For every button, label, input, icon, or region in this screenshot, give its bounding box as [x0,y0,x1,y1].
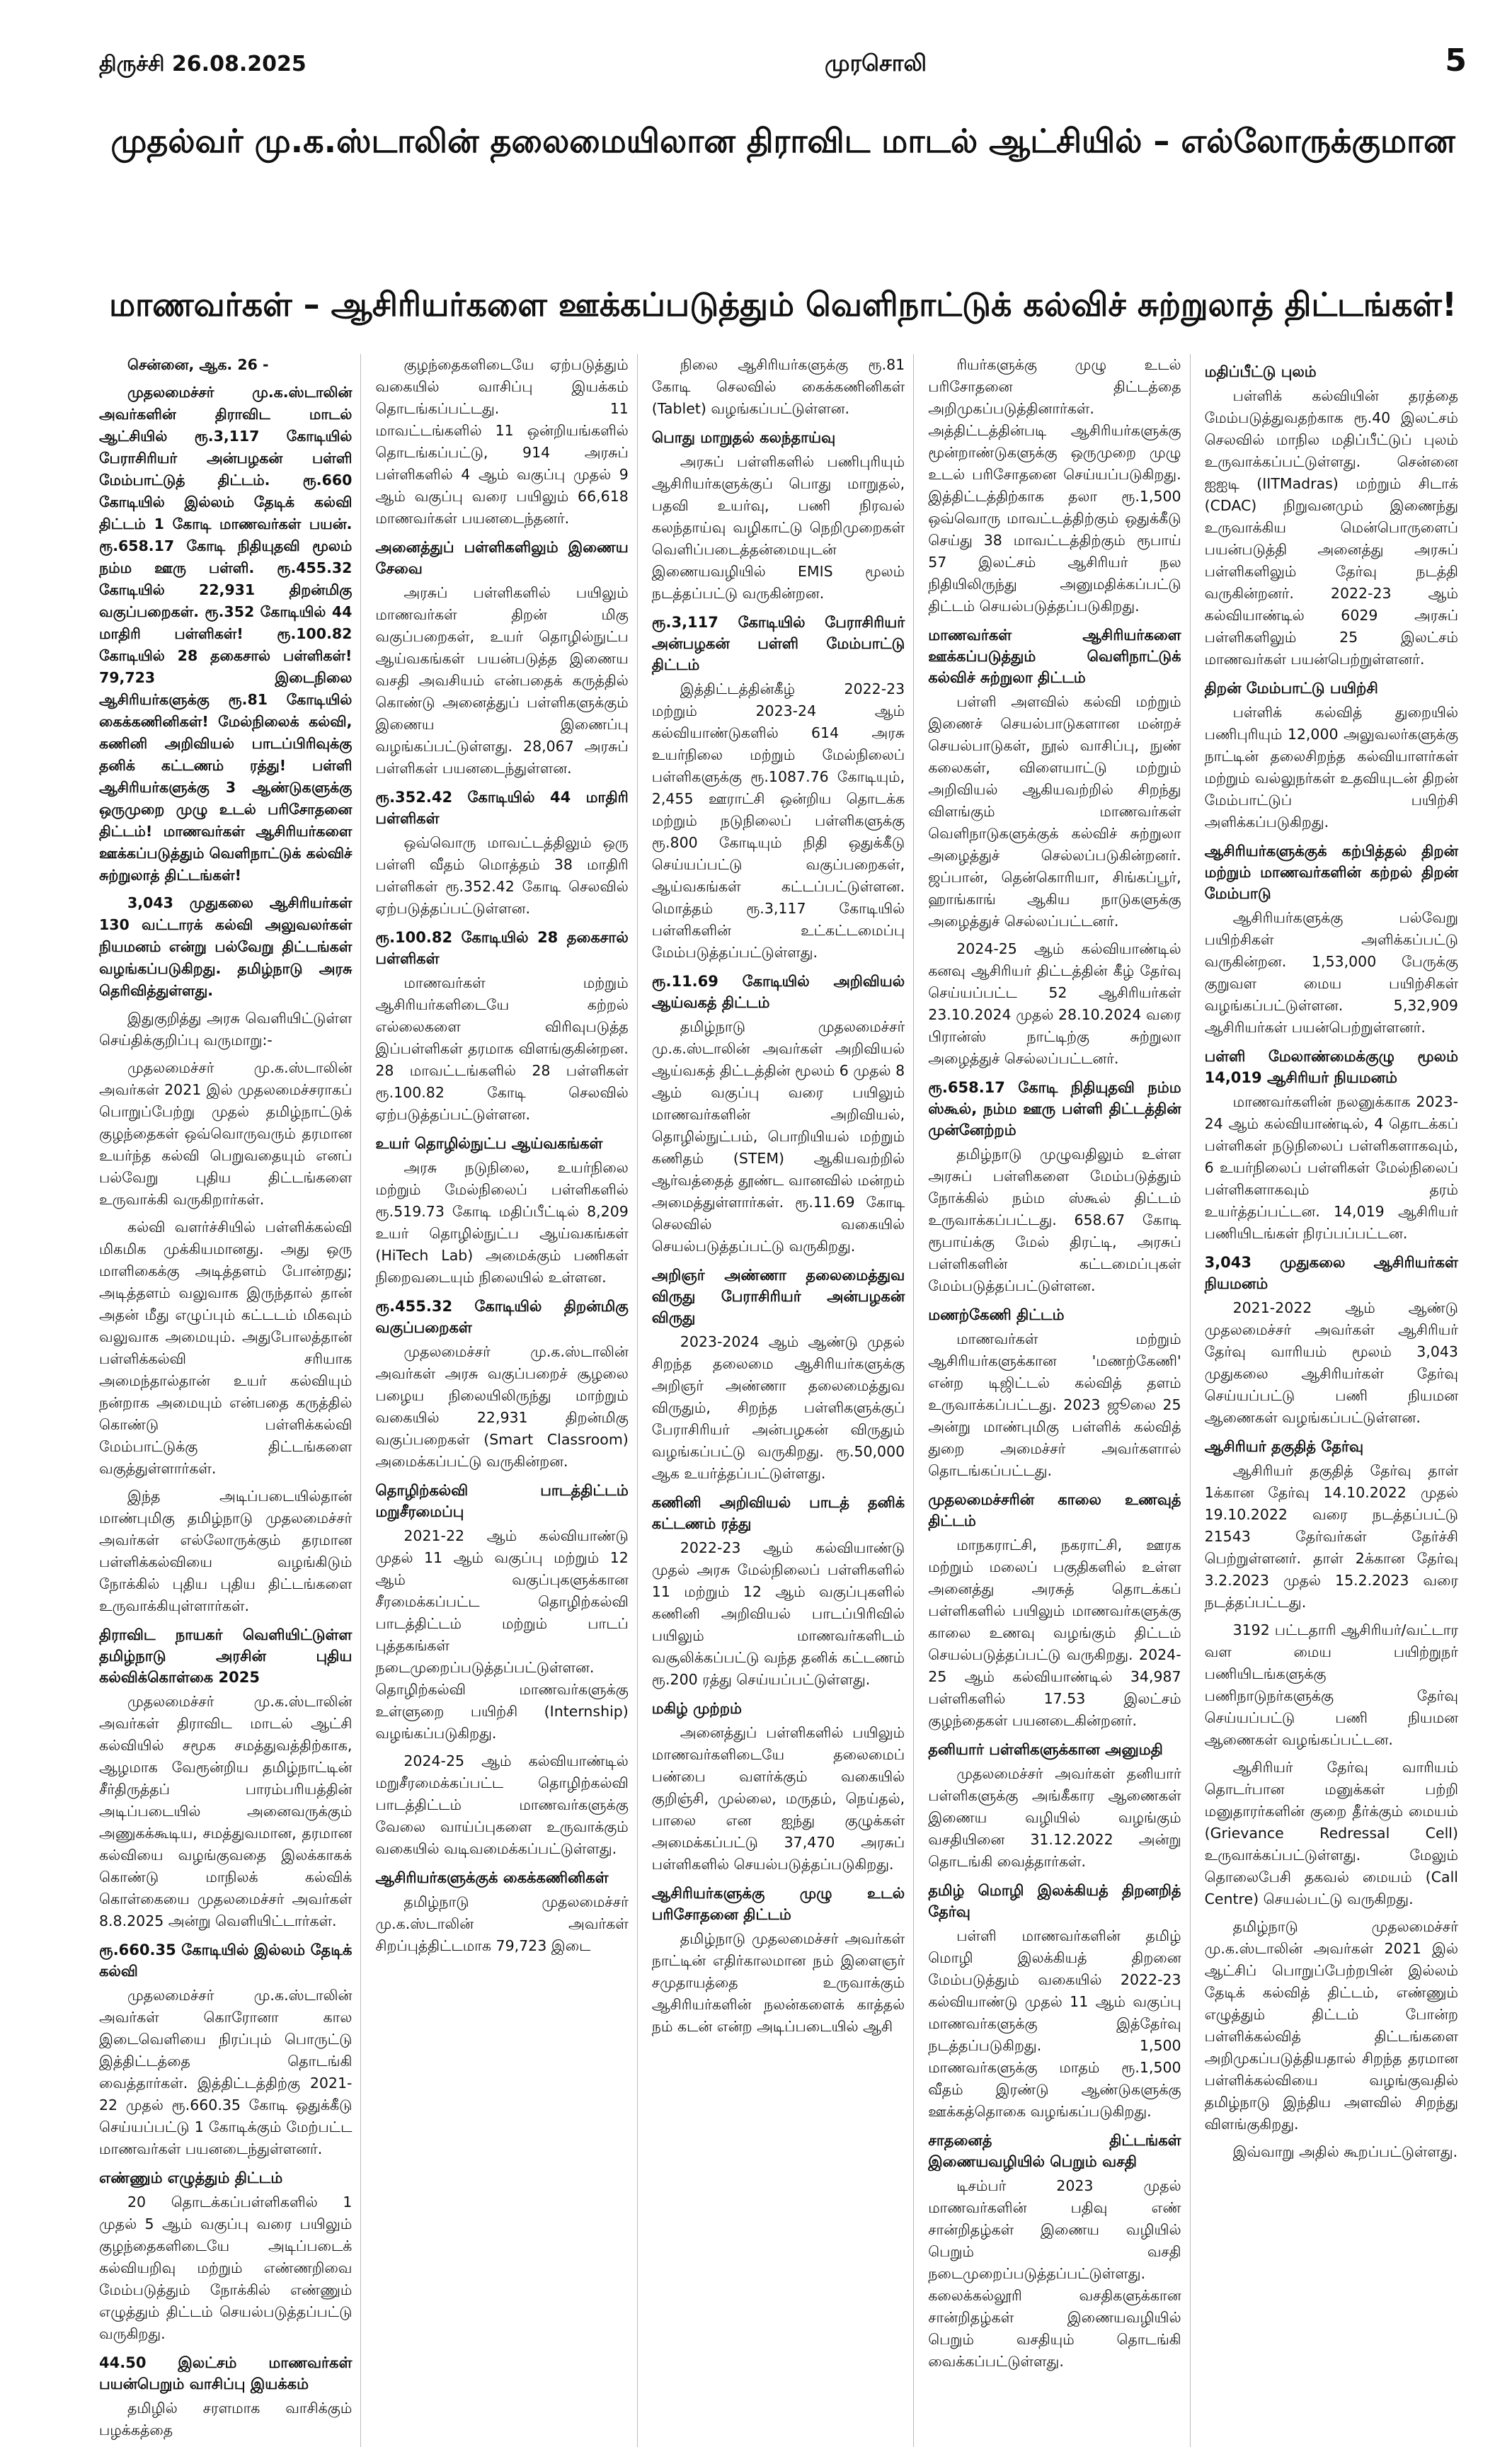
paragraph: இதுகுறித்து அரசு வெளியிட்டுள்ள செய்திக்குறிப்பு வருமாறு:- [99,1010,353,1049]
paragraph: அரசுப் பள்ளிகளில் பணிபுரியும் ஆசிரியர்களுக்குப் பொது மாறுதல், பதவி உயர்வு, பணி நிரவல் கலந்தாய்வு வழிகாட்டு நெறிமுறைகள் வெளிப்படைத்தன்மையுடன் இணையவழியில் EMIS மூலம் நடத்தப்பட்டு வருகின்றன. [651,453,905,602]
subheading: முதலமைச்சரின் காலை உணவுத் திட்டம் [928,1491,1181,1529]
subheading: எண்ணும் எழுத்தும் திட்டம் [99,2169,283,2186]
paper-name: முரசொலி [825,50,927,76]
subheading: ரூ.658.17 கோடி நிதியுதவி நம்ம ஸ்கூல், நம்ம ஊரு பள்ளி திட்டத்தின் முன்னேற்றம் [928,1079,1181,1139]
paragraph: மாணவர்கள் மற்றும் ஆசிரியர்களிடையே கற்றல் எல்லைகளை விரிவுபடுத்த இப்பள்ளிகள் தரமாக விளங்குகின்றன. 28 மாவட்டங்களில் 28 பள்ளிகள் ரூ.100.82 கோடி செலவில் ஏற்படுத்தப்பட்டுள்ளன. [375,974,629,1123]
subheading: ரூ.660.35 கோடியில் இல்லம் தேடிக் கல்வி [99,1941,353,1980]
subheading: பள்ளி மேலாண்மைக்குழு மூலம் 14,019 ஆசிரியர் நியமனம் [1204,1048,1458,1086]
paragraph: 2021-22 ஆம் கல்வியாண்டு முதல் 11 ஆம் வகுப்பு மற்றும் 12 ஆம் வகுப்புகளுக்கான சீரமைக்கப்பட்ட தொழிற்கல்வி பாடத்திட்டம் மற்றும் பாடப் புத்தகங்கள் நடைமுறைப்படுத்தப்பட்டுள்ளன. தொழிற்கல்வி மாணவர்களுக்கு உள்ளுறை பயிற்சி (Internship) வழங்கப்படுகிறது. [375,1527,629,1742]
masthead [99,42,1467,92]
paragraph: பள்ளி அளவில் கல்வி மற்றும் இணைச் செயல்பாடுகளான மன்றச் செயல்பாடுகள், நூல் வாசிப்பு, நுண் கலைகள், விளையாட்டு மற்றும் அறிவியல் ஆகியவற்றில் சிறந்து விளங்கும் மாணவர்கள் வெளிநாடுகளுக்குக் கல்விச் சுற்றுலா அழைத்துச் செல்லப்படுகின்றனர். ஜப்பான், தென்கொரியா, சிங்கப்பூர், ஹாங்காங் ஆகிய நாடுகளுக்கு அழைத்துச் செல்லப்பட்டனர். [928,693,1181,930]
subheading: மாணவர்கள் ஆசிரியர்களை ஊக்கப்படுத்தும் வெளிநாட்டுக் கல்விச் சுற்றுலா திட்டம் [928,627,1181,686]
paragraph: முதலமைச்சர் மு.க.ஸ்டாலின் அவர்கள் கொரோனா கால இடைவெளியை நிரப்பும் பொருட்டு இத்திட்டத்தை தொடங்கி வைத்தார்கள். இத்திட்டத்திற்கு 2021-22 முதல் ரூ.660.35 கோடி ஒதுக்கீடு செய்யப்பட்டு 1 கோடிக்கும் மேற்பட்ட மாணவர்கள் பயனடைந்துள்ளனர். [99,1987,353,2157]
subheading: மகிழ் முற்றம் [651,1700,742,1717]
article-columns [99,354,1467,2439]
paragraph: முதலமைச்சர் மு.க.ஸ்டாலின் அவர்கள் திராவிட மாடல் ஆட்சி கல்வியில் சமூக சமத்துவத்திற்காக, ஆழமாக வேரூன்றிய தமிழ்நாட்டின் சீர்திருத்தப் பாரம்பரியத்தின் அடிப்படையில் அனைவருக்கும் அணுகக்கூடிய, சமத்துவமான, தரமான கல்வியை வழங்குவதை இலக்காகக் கொண்டு மாநிலக் கல்விக் கொள்கையை முதலமைச்சர் அவர்கள் 8.8.2025 அன்று வெளியிட்டார்கள். [99,1693,353,1929]
subheading: ரூ.11.69 கோடியில் அறிவியல் ஆய்வகத் திட்டம் [651,973,905,1011]
page-number: 5 [1445,42,1467,79]
subheading: 3,043 முதுகலை ஆசிரியர்கள் நியமனம் [1204,1254,1458,1292]
paragraph: மாணவர்கள் மற்றும் ஆசிரியர்களுக்கான 'மணற்கேணி' என்ற டிஜிட்டல் கல்வித் தளம் உருவாக்கப்பட்டது. 2023 ஜூலை 25 அன்று மாண்புமிகு பள்ளிக் கல்வித் துறை அமைச்சர் அவர்களால் தொடங்கப்பட்டது. [928,1330,1181,1479]
paragraph: தமிழ்நாடு முதலமைச்சர் அவர்கள் நாட்டின் எதிர்காலமான நம் இளைஞர் சமுதாயத்தை உருவாக்கும் ஆசிரியர்களின் நலன்களைக் காத்தல் நம் கடன் என்ற அடிப்படையில் ஆசி [651,1930,905,2035]
paragraph: ரியர்களுக்கு முழு உடல் பரிசோதனை திட்டத்தை அறிமுகப்படுத்தினார்கள். அத்திட்டத்தின்படி ஆசிரியர்களுக்கு மூன்றாண்டுகளுக்கு ஒருமுறை முழு உடல் பரிசோதனை செய்யப்படுகிறது. இத்திட்டத்திற்காக தலா ரூ.1,500 ஒவ்வொரு மாவட்டத்திற்கும் ஒதுக்கீடு செய்து 38 மாவட்டத்திற்கும் ரூபாய் 57 இலட்சம் ஆசிரியர் நல நிதியிலிருந்து அனுமதிக்கப்பட்டு திட்டம் செயல்படுத்தப்படுகிறது. [928,356,1181,615]
paragraph: ஆசிரியர் தேர்வு வாரியம் தொடர்பான மனுக்கள் பற்றி மனுதாரர்களின் குறை தீர்க்கும் மையம் (Grievance Redressal Cell) உருவாக்கப்பட்டுள்ளது. மேலும் தொலைபேசி தகவல் மையம் (Call Centre) செயல்பட்டு வருகிறது. [1204,1759,1458,1907]
paragraph: இவ்வாறு அதில் கூறப்பட்டுள்ளது. [1232,2143,1458,2160]
column-2 [375,354,637,2447]
paragraph: ஆசிரியர்களுக்கு பல்வேறு பயிற்சிகள் அளிக்கப்பட்டு வருகின்றன. 1,53,000 பேருக்கு குறுவள மைய பயிற்சிகள் வழங்கப்பட்டுள்ளன. 5,32,909 ஆசிரியர்கள் பயன்பெற்றுள்ளனர். [1204,909,1458,1036]
subheading: தொழிற்கல்வி பாடத்திட்டம் மறுசீரமைப்பு [375,1482,629,1520]
paragraph: பள்ளி மாணவர்களின் தமிழ் மொழி இலக்கியத் திறனை மேம்படுத்தும் வகையில் 2022-23 கல்வியாண்டு முதல் 11 ஆம் வகுப்பு மாணவர்களுக்கு இத்தேர்வு நடத்தப்படுகிறது. 1,500 மாணவர்களுக்கு மாதம் ரூ.1,500 வீதம் இரண்டு ஆண்டுகளுக்கு ஊக்கத்தொகை வழங்கப்படுகிறது. [928,1927,1181,2120]
edition-date: திருச்சி 26.08.2025 [99,52,307,76]
subheading: 44.50 இலட்சம் மாணவர்கள் பயன்பெறும் வாசிப்பு இயக்கம் [99,2354,353,2392]
main-headline: மாணவர்கள் – ஆசிரியர்களை ஊக்கப்படுத்தும் வெளிநாட்டுக் கல்விச் சுற்றுலாத் திட்டங்கள்! [109,285,1457,324]
paragraph: முதலமைச்சர் மு.க.ஸ்டாலின் அவர்கள் அரசு வகுப்பறைச் சூழலை பழைய நிலையிலிருந்து மாற்றும் வகையில் 22,931 திறன்மிகு வகுப்பறைகள் (Smart Classroom) அமைக்கப்பட்டு வருகின்றன. [375,1343,629,1470]
subheading: அறிஞர் அண்ணா தலைமைத்துவ விருது பேராசிரியர் அன்பழகன் விருது [651,1267,905,1326]
paragraph: அனைத்துப் பள்ளிகளில் பயிலும் மாணவர்களிடையே தலைமைப் பண்பை வளர்க்கும் வகையில் குறிஞ்சி, முல்லை, மருதம், நெய்தல், பாலை என ஐந்து குழுக்கள் அமைக்கப்பட்டு 37,470 அரசுப் பள்ளிகளில் செயல்படுத்தப்படுகிறது. [651,1724,905,1873]
column-4 [928,354,1190,2447]
paragraph: 2024-25 ஆம் கல்வியாண்டில் மறுசீரமைக்கப்பட்ட தொழிற்கல்வி பாடத்திட்டம் மாணவர்களுக்கு வேலை வாய்ப்புகளை உருவாக்கும் வகையில் வடிவமைக்கப்பட்டுள்ளது. [375,1752,629,1857]
subheading: ரூ.3,117 கோடியில் பேராசிரியர் அன்பழகன் பள்ளி மேம்பாட்டு திட்டம் [651,614,905,673]
subheading: ஆசிரியர்களுக்கு முழு உடல் பரிசோதனை திட்டம் [651,1885,905,1923]
paragraph: தமிழ்நாடு முதலமைச்சர் மு.க.ஸ்டாலின் அவர்கள் 2021 இல் ஆட்சிப் பொறுப்பேற்றபின் இல்லம் தேடிக் கல்வித் திட்டம், எண்ணும் எழுத்தும் திட்டம் போன்ற பள்ளிக்கல்வித் திட்டங்களை அறிமுகப்படுத்தியதால் சிறந்த தரமான பள்ளிக்கல்வியை வழங்குவதில் தமிழ்நாடு இந்திய அளவில் சிறந்து விளங்குகிறது. [1204,1918,1458,2133]
column-3 [652,354,914,2447]
subheading: பொது மாறுதல் கலந்தாய்வு [651,429,836,446]
subheading: திராவிட நாயகர் வெளியிட்டுள்ள தமிழ்நாடு அரசின் புதிய கல்விக்கொள்கை 2025 [99,1626,353,1686]
paragraph: மாநகராட்சி, நகராட்சி, ஊரக மற்றும் மலைப் பகுதிகளில் உள்ள அனைத்து அரசுத் தொடக்கப் பள்ளிகளில் பயிலும் மாணவர்களுக்கு காலை உணவு வழங்கும் திட்டம் செயல்படுத்தப்பட்டு வருகிறது. 2024-25 ஆம் கல்வியாண்டில் 34,987 பள்ளிகளில் 17.53 இலட்சம் குழந்தைகள் பயனடைகின்றனர். [928,1536,1181,1729]
paragraph: பள்ளிக் கல்வித் துறையில் பணிபுரியும் 12,000 அலுவலர்களுக்கு நாட்டின் தலைசிறந்த கல்வியாளர்கள் மற்றும் வல்லுநர்கள் உதவியுடன் திறன் மேம்பாட்டுப் பயிற்சி அளிக்கப்படுகிறது. [1204,704,1458,831]
paragraph: இத்திட்டத்தின்கீழ் 2022-23 மற்றும் 2023-24 ஆம் கல்வியாண்டுகளில் 614 அரசு உயர்நிலை மற்றும் மேல்நிலைப் பள்ளிகளுக்கு ரூ.1087.76 கோடியும், 2,455 ஊராட்சி ஒன்றிய தொடக்க மற்றும் நடுநிலைப் பள்ளிகளுக்கு ரூ.800 கோடியும் நிதி ஒதுக்கீடு செய்யப்பட்டு வகுப்பறைகள், ஆய்வகங்கள் கட்டப்பட்டுள்ளன. மொத்தம் ரூ.3,117 கோடியில் பள்ளிகளின் உட்கட்டமைப்பு மேம்படுத்தப்பட்டுள்ளது. [651,680,905,961]
subheading: தனியார் பள்ளிகளுக்கான அனுமதி [928,1741,1163,1758]
paragraph: பள்ளிக் கல்வியின் தரத்தை மேம்படுத்துவதற்காக ரூ.40 இலட்சம் செலவில் மாநில மதிப்பீட்டுப் புலம் உருவாக்கப்பட்டுள்ளது. சென்னை ஐஐடி (IITMadras) மற்றும் சிடாக் (CDAC) நிறுவனமும் இணைந்து உருவாக்கிய மென்பொருளைப் பயன்படுத்தி அனைத்து அரசுப் பள்ளிகளிலும் தேர்வு நடத்தி வருகின்றனர். 2022-23 ஆம் கல்வியாண்டில் 6029 அரசுப் பள்ளிகளிலும் 25 இலட்சம் மாணவர்கள் பயன்பெற்றுள்ளனர். [1204,387,1458,668]
subheading: திறன் மேம்பாட்டு பயிற்சி [1204,680,1378,697]
subheading: ரூ.455.32 கோடியில் திறன்மிகு வகுப்பறைகள் [375,1298,629,1336]
column-5 [1205,354,1467,2447]
paragraph: டிசம்பர் 2023 முதல் மாணவர்களின் பதிவு எண் சான்றிதழ்கள் இணைய வழியில் பெறும் வசதி நடைமுறைப்படுத்தப்பட்டுள்ளது. கலைக்கல்லூரி வசதிகளுக்கான சான்றிதழ்கள் இணையவழியில் பெறும் வசதியும் தொடங்கி வைக்கப்பட்டுள்ளது. [928,2177,1181,2370]
subheading: கணினி அறிவியல் பாடத் தனிக் கட்டணம் ரத்து [651,1494,905,1532]
subheading: மதிப்பீட்டு புலம் [1204,363,1317,380]
paragraph: ஒவ்வொரு மாவட்டத்திலும் ஒரு பள்ளி வீதம் மொத்தம் 38 மாதிரி பள்ளிகள் ரூ.352.42 கோடி செலவில் ஏற்படுத்தப்பட்டுள்ளன. [375,834,629,917]
paragraph: தமிழில் சரளமாக வாசிக்கும் பழக்கத்தை [99,2400,353,2439]
subheading: ரூ.352.42 கோடியில் 44 மாதிரி பள்ளிகள் [375,789,629,827]
paragraph: 3192 பட்டதாரி ஆசிரியர்/வட்டார வள மைய பயிற்றுநர் பணியிடங்களுக்கு பணிநாடுநர்களுக்கு தேர்வு செய்யப்பட்டு பணி நியமன ஆணைகள் வழங்கப்பட்டன. [1204,1621,1458,1748]
dateline: சென்னை, ஆக. 26 - [127,356,269,373]
paragraph: தமிழ்நாடு முதலமைச்சர் மு.க.ஸ்டாலின் அவர்கள் சிறப்புத்திட்டமாக 79,723 இடை [375,1893,629,1954]
paragraph: முதலமைச்சர் அவர்கள் தனியார் பள்ளிகளுக்கு அங்கீகார ஆணைகள் இணைய வழியில் வழங்கும் வசதியினை 31.12.2022 அன்று தொடங்கி வைத்தார்கள். [928,1765,1181,1870]
subheading: சாதனைத் திட்டங்கள் இணையவழியில் பெறும் வசதி [928,2132,1181,2170]
paragraph: 20 தொடக்கப்பள்ளிகளில் 1 முதல் 5 ஆம் வகுப்பு வரை பயிலும் குழந்தைகளிடையே அடிப்படைக் கல்வியறிவு மற்றும் எண்ணறிவை மேம்படுத்தும் நோக்கில் எண்ணும் எழுத்தும் திட்டம் செயல்படுத்தப்பட்டு வருகிறது. [99,2194,353,2342]
paragraph: மாணவர்களின் நலனுக்காக 2023-24 ஆம் கல்வியாண்டில், 4 தொடக்கப் பள்ளிகள் நடுநிலைப் பள்ளிகளாகவும், 6 உயர்நிலைப் பள்ளிகள் மேல்நிலைப் பள்ளிகளாகவும் தரம் உயர்த்தப்பட்டன. 14,019 ஆசிரியர் பணியிடங்கள் நிரப்பப்பட்டன. [1204,1093,1458,1242]
paragraph: 2022-23 ஆம் கல்வியாண்டு முதல் அரசு மேல்நிலைப் பள்ளிகளில் 11 மற்றும் 12 ஆம் வகுப்புகளில் கணினி அறிவியல் பாடப்பிரிவில் பயிலும் மாணவர்களிடம் வசூலிக்கப்பட்டு வந்த தனிக் கட்டணம் ரூ.200 ரத்து செய்யப்பட்டுள்ளது. [651,1539,905,1688]
paragraph: முதலமைச்சர் மு.க.ஸ்டாலின் அவர்கள் 2021 இல் முதலமைச்சராகப் பொறுப்பேற்று முதல் தமிழ்நாட்டுக் குழந்தைகள் ஒவ்வொருவரும் தரமான உயர்ந்த கல்வி பெறுவதையும் எனப் பல்வேறு புதிய திட்டங்களை உருவாக்கி வருகிறார்கள். [99,1059,353,1208]
paragraph: ஆசிரியர் தகுதித் தேர்வு தாள் 1க்கான தேர்வு 14.10.2022 முதல் 19.10.2022 வரை நடத்தப்பட்டு 21543 தேர்வர்கள் தேர்ச்சி பெற்றுள்ளனர். தாள் 2க்கான தேர்வு 3.2.2023 முதல் 15.2.2023 வரை நடத்தப்பட்டது. [1204,1462,1458,1611]
subheading: ரூ.100.82 கோடியில் 28 தகைசால் பள்ளிகள் [375,929,629,967]
paragraph: 2021-2022 ஆம் ஆண்டு முதலமைச்சர் அவர்கள் ஆசிரியர் தேர்வு வாரியம் மூலம் 3,043 முதுகலை ஆசிரியர்கள் தேர்வு செய்யப்பட்டு பணி நியமன ஆணைகள் வழங்கப்பட்டுள்ளன. [1204,1299,1458,1426]
lead-paragraph: முதலமைச்சர் மு.க.ஸ்டாலின் அவர்களின் திராவிட மாடல் ஆட்சியில் ரூ.3,117 கோடியில் பேராசிரியர் அன்பழகன் பள்ளி மேம்பாட்டுத் திட்டம். ரூ.660 கோடியில் இல்லம் தேடிக் கல்வி திட்டம் 1 கோடி மாணவர்கள் பயன். ரூ.658.17 கோடி நிதியுதவி மூலம் நம்ம ஊரு பள்ளி. ரூ.455.32 கோடியில் 22,931 திறன்மிகு வகுப்பறைகள். ரூ.352 கோடியில் 44 மாதிரி பள்ளிகள்! ரூ.100.82 கோடியில் 28 தகைசால் பள்ளிகள்! 79,723 இடைநிலை ஆசிரியர்களுக்கு ரூ.81 கோடியில் கைக்கணினிகள்! மேல்நிலைக் கல்வி, கணினி அறிவியல் பாடப்பிரிவுக்கு தனிக் கட்டணம் ரத்து! பள்ளி ஆசிரியர்களுக்கு 3 ஆண்டுகளுக்கு ஒருமுறை முழு உடல் பரிசோதனை திட்டம்! மாணவர்கள் ஆசிரியர்களை ஊக்கப்படுத்தும் வெளிநாட்டுக் கல்விச் சுற்றுலாத் திட்டங்கள்! [99,384,353,884]
subheading: மணற்கேணி திட்டம் [928,1306,1065,1323]
column-1 [99,354,361,2447]
subheading: தமிழ் மொழி இலக்கியத் திறனறித் தேர்வு [928,1882,1181,1920]
top-headline: முதல்வர் மு.க.ஸ்டாலின் தலைமையிலான திராவிட மாடல் ஆட்சியில் – எல்லோருக்குமான [110,122,1455,160]
paragraph: 2024-25 ஆம் கல்வியாண்டில் கனவு ஆசிரியர் திட்டத்தின் கீழ் தேர்வு செய்யப்பட்ட 52 ஆசிரியர்கள் 23.10.2024 முதல் 28.10.2024 வரை பிரான்ஸ் நாட்டிற்கு சுற்றுலா அழைத்துச் செல்லப்பட்டனர். [928,940,1181,1067]
subheading: ஆசிரியர்களுக்குக் கைக்கணினிகள் [375,1869,609,1886]
subheading: ஆசிரியர்களுக்குக் கற்பித்தல் திறன் மற்றும் மாணவர்களின் கற்றல் திறன் மேம்பாடு [1204,843,1458,902]
subheading: ஆசிரியர் தகுதித் தேர்வு [1204,1438,1364,1455]
paragraph: குழந்தைகளிடையே ஏற்படுத்தும் வகையில் வாசிப்பு இயக்கம் தொடங்கப்பட்டது. 11 மாவட்டங்களில் 11 ஒன்றியங்களில் தொடங்கப்பட்டு, 914 அரசுப் பள்ளிகளில் 4 ஆம் வகுப்பு முதல் 9 ஆம் வகுப்பு வரை பயிலும் 66,618 மாணவர்கள் பயனடைந்தனர். [375,356,629,527]
subheading: உயர் தொழில்நுட்ப ஆய்வகங்கள் [375,1135,603,1152]
paragraph: நிலை ஆசிரியர்களுக்கு ரூ.81 கோடி செலவில் கைக்கணினிகள் (Tablet) வழங்கப்பட்டுள்ளன. [651,356,905,417]
paragraph: அரசுப் பள்ளிகளில் பயிலும் மாணவர்கள் திறன் மிகு வகுப்பறைகள், உயர் தொழில்நுட்ப ஆய்வகங்கள் பயன்படுத்த இணைய வசதி அவசியம் என்பதைக் கருத்தில் கொண்டு அனைத்துப் பள்ளிகளுக்கும் இணைய இணைப்பு வழங்கப்பட்டுள்ளது. 28,067 அரசுப் பள்ளிகள் பயனடைந்துள்ளன. [375,584,629,777]
paragraph: 3,043 முதுகலை ஆசிரியர்கள் 130 வட்டாரக் கல்வி அலுவலர்கள் நியமனம் என்று பல்வேறு திட்டங்கள் வழங்கப்படுகிறது. தமிழ்நாடு அரசு தெரிவித்துள்ளது. [99,894,353,999]
paragraph: 2023-2024 ஆம் ஆண்டு முதல் சிறந்த தலைமை ஆசிரியர்களுக்கு அறிஞர் அண்ணா தலைமைத்துவ விருதும், சிறந்த பள்ளிகளுக்குப் பேராசிரியர் அன்பழகன் விருதும் வழங்கப்பட்டு வருகிறது. ரூ.50,000 ஆக உயர்த்தப்பட்டுள்ளது. [651,1333,905,1482]
paragraph: அரசு நடுநிலை, உயர்நிலை மற்றும் மேல்நிலைப் பள்ளிகளில் ரூ.519.73 கோடி மதிப்பீட்டில் 8,209 உயர் தொழில்நுட்ப ஆய்வகங்கள் (HiTech Lab) அமைக்கும் பணிகள் நிறைவடையும் நிலையில் உள்ளன. [375,1159,629,1286]
subheading: அனைத்துப் பள்ளிகளிலும் இணைய சேவை [375,539,629,577]
paragraph: கல்வி வளர்ச்சியில் பள்ளிக்கல்வி மிகமிக முக்கியமானது. அது ஒரு மாளிகைக்கு அடித்தளம் போன்றது; அடித்தளம் வலுவாக இருந்தால் தான் அதன் மீது எழுப்பும் கட்டடம் மிகவும் வலுவாக அமையும். அதுபோலத்தான் பள்ளிக்கல்வி சரியாக அமைந்தால்தான் உயர் கல்வியும் நன்றாக அமையும் என்பதை கருத்தில் கொண்டு பள்ளிக்கல்வி மேம்பாட்டுக்கு திட்டங்களை வகுத்துள்ளார்கள். [99,1219,353,1477]
paragraph: தமிழ்நாடு முழுவதிலும் உள்ள அரசுப் பள்ளிகளை மேம்படுத்தும் நோக்கில் நம்ம ஸ்கூல் திட்டம் உருவாக்கப்பட்டது. 658.67 கோடி ரூபாய்க்கு மேல் திரட்டி, அரசுப் பள்ளிகளின் கட்டமைப்புகள் மேம்படுத்தப்பட்டுள்ளன. [928,1146,1181,1294]
paragraph: தமிழ்நாடு முதலமைச்சர் மு.க.ஸ்டாலின் அவர்கள் அறிவியல் ஆய்வகத் திட்டத்தின் மூலம் 6 முதல் 8 ஆம் வகுப்பு வரை பயிலும் மாணவர்களின் அறிவியல், தொழில்நுட்பம், பொறியியல் மற்றும் கணிதம் (STEM) ஆகியவற்றில் ஆர்வத்தைத் தூண்ட வானவில் மன்றம் அமைத்துள்ளார்கள். ரூ.11.69 கோடி செலவில் வகையில் செயல்படுத்தப்பட்டு வருகிறது. [651,1018,905,1255]
paragraph: இந்த அடிப்படையில்தான் மாண்புமிகு தமிழ்நாடு முதலமைச்சர் அவர்கள் எல்லோருக்கும் தரமான பள்ளிக்கல்வியை வழங்கிடும் நோக்கில் புதிய புதிய திட்டங்களை உருவாக்கியுள்ளார்கள். [99,1488,353,1614]
